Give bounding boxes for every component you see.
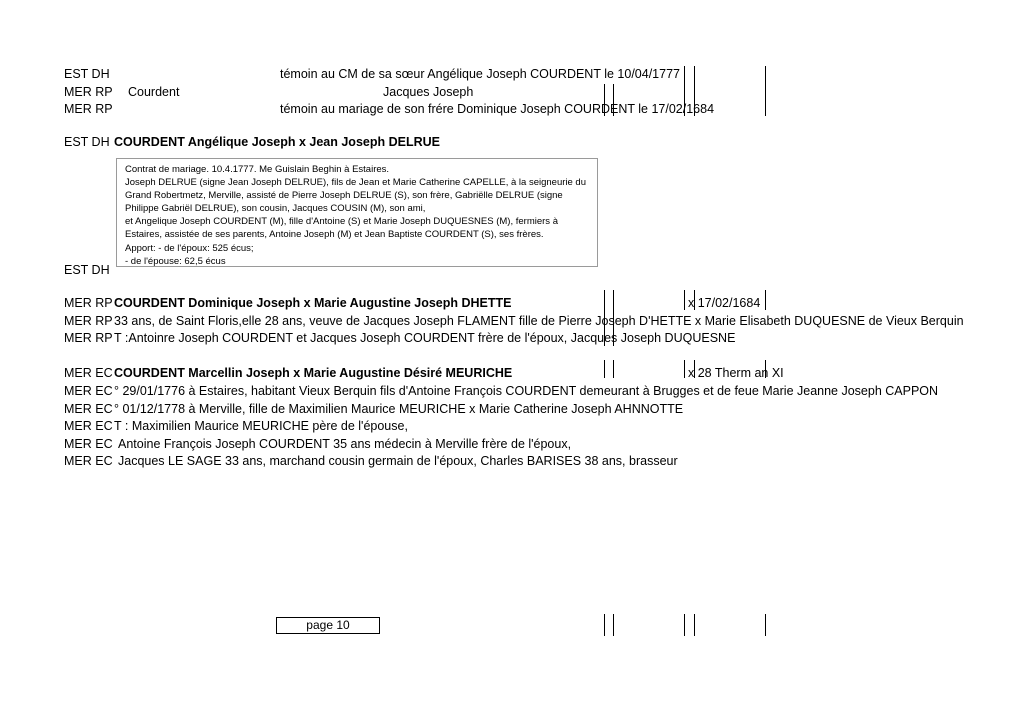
note-line: et Angelique Joseph COURDENT (M), fille d'Antoine (S) et Marie Joseph DUQUESNES (M), fermiers à [125,216,558,228]
note-line: Joseph DELRUE (signe Jean Joseph DELRUE), fils de Jean et Marie Catherine CAPELLE, à la seigneurie du [125,177,586,189]
column-rule [604,290,605,346]
column-rule [765,290,766,310]
note-line: Contrat de mariage. 10.4.1777. Me Guislain Beghin à Estaires. [125,164,390,175]
marriage-date: x 28 Therm an XI [688,366,784,380]
record-heading: COURDENT Marcellin Joseph x Marie Augustine Désiré MEURICHE [114,366,513,380]
note-line: Estaires, assistée de ses parents, Antoine Joseph (M) et Jean Baptiste COURDENT (S), ses frères. [125,229,544,241]
row-text: témoin au mariage de son frére Dominique Joseph COURDENT le 17/02/1684 [280,102,715,116]
column-rule [613,84,614,116]
row-code: MER EC [64,454,113,468]
row-text: Jacques LE SAGE 33 ans, marchand cousin germain de l'époux, Charles BARISES 38 ans, brasseur [118,454,678,468]
column-rule [613,614,614,636]
column-rule [765,360,766,378]
row-code: EST DH [64,263,110,277]
column-rule [684,66,685,116]
column-rule [694,290,695,310]
row-text: T : Maximilien Maurice MEURICHE père de l'épouse, [114,419,408,433]
row-text: 33 ans, de Saint Floris,elle 28 ans, veuve de Jacques Joseph FLAMENT fille de Pierre Joseph D'HETTE x Marie Elisabeth DUQUESNE de Vieux Berquin [114,314,964,328]
row-text: ° 29/01/1776 à Estaires, habitant Vieux Berquin fils d'Antoine François COURDENT demeurant à Brugges et de feue Marie Jeanne Joseph CAPPON [114,384,939,398]
record-heading: COURDENT Angélique Joseph x Jean Joseph DELRUE [114,135,440,149]
row-code: MER RP [64,331,113,345]
row-code: EST DH [64,67,110,81]
column-rule [684,614,685,636]
row-text: Antoine François Joseph COURDENT 35 ans médecin à Merville frère de l'époux, [118,437,572,451]
marriage-contract-note [116,158,598,267]
record-heading: COURDENT Dominique Joseph x Marie Augustine Joseph DHETTE [114,296,512,310]
row-text: Jacques Joseph [383,85,474,99]
column-rule [604,360,605,378]
note-line: - de l'épouse: 62,5 écus [125,255,226,267]
row-code: MER RP [64,314,113,328]
row-text: T :Antoinre Joseph COURDENT et Jacques Joseph COURDENT frère de l'époux, Jacques Joseph DUQUESNE [114,331,736,345]
column-rule [604,84,605,116]
row-code: MER EC [64,402,113,416]
column-rule [604,614,605,636]
note-line: Apport: - de l'époux: 525 écus; [125,242,254,254]
row-name: Courdent [128,85,180,99]
column-rule [684,360,685,378]
column-rule [694,360,695,378]
note-line: Philippe Gabriël DELRUE), son cousin, Jacques COUSIN (M), son ami, [125,203,426,215]
row-code: MER EC [64,419,113,433]
column-rule [613,360,614,378]
row-code: MER EC [64,384,113,398]
row-text: témoin au CM de sa sœur Angélique Joseph COURDENT le 10/04/1777 [280,67,680,81]
row-code: MER EC [64,366,113,380]
column-rule [694,66,695,116]
column-rule [684,290,685,310]
page-number: page 10 [276,617,380,634]
column-rule [694,614,695,636]
row-code: MER RP [64,85,113,99]
column-rule [765,66,766,116]
row-code: EST DH [64,135,110,149]
column-rule [613,290,614,346]
note-line: Grand Robertmetz, Merville, assisté de Pierre Joseph DELRUE (S), son frère, Gabriëlle DELRUE (signe [125,190,563,202]
marriage-date: x 17/02/1684 [688,296,761,310]
column-rule [765,614,766,636]
row-text: ° 01/12/1778 à Merville, fille de Maximilien Maurice MEURICHE x Marie Catherine Joseph AHNNOTTE [114,402,684,416]
row-code: MER RP [64,102,113,116]
row-code: MER EC [64,437,113,451]
row-code: MER RP [64,296,113,310]
